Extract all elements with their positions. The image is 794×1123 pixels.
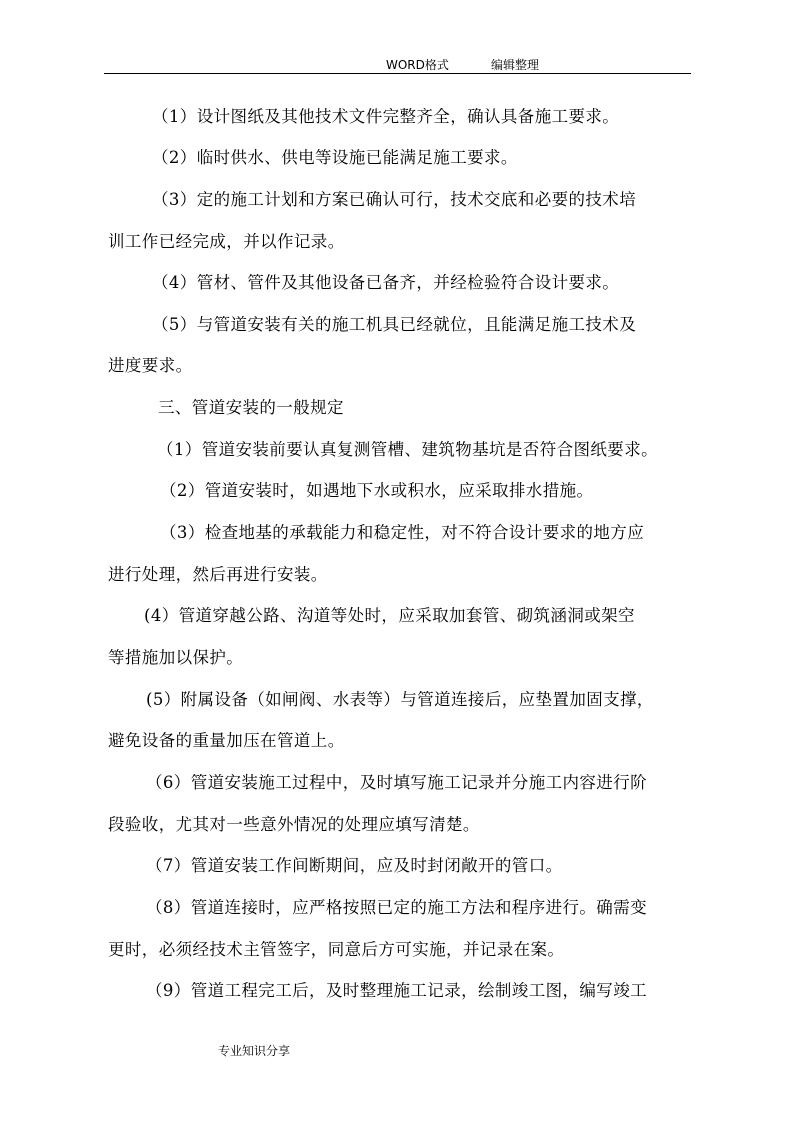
paragraph-line: 训工作已经完成，并以作记录。 [108,232,345,251]
paragraph-line: （3）检查地基的承载能力和稳定性，对不符合设计要求的地方应 [160,523,645,542]
paragraph-line: 避免设备的重量加压在管道上。 [108,731,345,750]
paragraph-line: （2）临时供水、供电等设施已能满足施工要求。 [152,148,518,167]
paragraph-line: 更时，必须经技术主管签字，同意后方可实施，并记录在案。 [108,940,565,959]
header-edit-label: 编辑整理 [491,58,540,72]
paragraph-line: （8）管道连接时，应严格按照已定的施工方法和程序进行。确需变 [146,898,647,917]
paragraph-line: 进行处理，然后再进行安装。 [108,565,328,584]
paragraph-line: 等措施加以保护。 [108,648,244,667]
paragraph-line: （2）管道安装时，如遇地下水或积水，应采取排水措施。 [160,481,594,500]
paragraph-line: 进度要求。 [108,356,193,375]
page-footer: 专业知识分享 [218,1044,291,1058]
paragraph-line: (4）管道穿越公路、沟道等处时，应采取加套管、砌筑涵洞或架空 [144,606,635,625]
paragraph-line: （4）管材、管件及其他设备已备齐，并经检验符合设计要求。 [152,273,620,292]
paragraph-line: （7）管道安装工作间断期间，应及时封闭敞开的管口。 [146,856,563,875]
paragraph-line: （6）管道安装施工过程中，及时填写施工记录并分施工内容进行阶 [146,773,647,792]
paragraph-line: （9）管道工程完工后，及时整理施工记录，绘制竣工图，编写竣工 [146,981,647,1000]
paragraph-line: (5）附属设备（如闸阀、水表等）与管道连接后，应垫置加固支撑， [146,690,654,709]
header-format-label: WORD格式 [386,58,449,72]
paragraph-line: 段验收，尤其对一些意外情况的处理应填写清楚。 [108,815,480,834]
section-heading: 三、管道安装的一般规定 [158,398,344,417]
paragraph-line: （1）设计图纸及其他技术文件完整齐全，确认具备施工要求。 [152,107,620,126]
paragraph-line: （5）与管道安装有关的施工机具已经就位，且能满足施工技术及 [152,315,637,334]
paragraph-line: （3）定的施工计划和方案已确认可行，技术交底和必要的技术培 [152,190,637,209]
paragraph-line: （1）管道安装前要认真复测管槽、建筑物基坑是否符合图纸要求。 [157,440,658,459]
